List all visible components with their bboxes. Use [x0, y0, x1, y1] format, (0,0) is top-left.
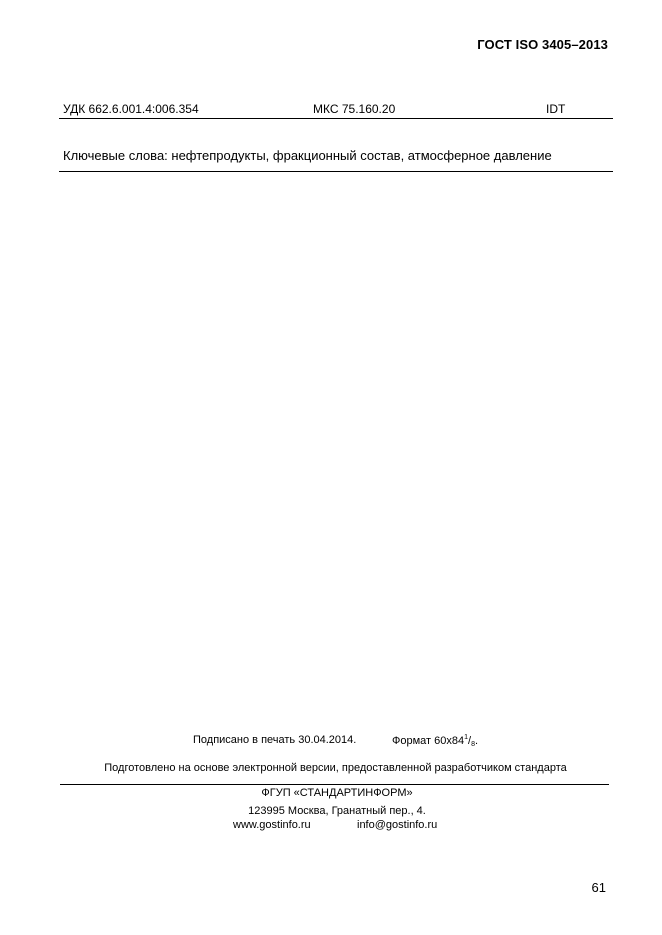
prepared-note: Подготовлено на основе электронной версии, предоставленной разработчиком стандарта: [104, 762, 567, 774]
publisher-website[interactable]: www.gostinfo.ru: [233, 819, 311, 831]
standard-number: ГОСТ ISO 3405–2013: [477, 37, 608, 52]
page-number: 61: [591, 880, 606, 895]
publisher-address: 123995 Москва, Гранатный пер., 4.: [248, 805, 426, 817]
idt-label: IDT: [546, 102, 566, 116]
print-format: Формат $60х84^1/_8$.: [392, 734, 479, 748]
format-denominator: 8: [471, 741, 475, 748]
signed-date: Подписано в печать 30.04.2014.: [193, 734, 357, 746]
format-numerator: 1: [464, 734, 469, 741]
keywords-text: Ключевые слова: нефтепродукты, фракционный состав, атмосферное давление: [63, 148, 552, 163]
classification-row: [59, 101, 613, 119]
publisher-name: ФГУП «СТАНДАРТИНФОРМ»: [261, 787, 413, 799]
divider-line: [60, 784, 609, 785]
publisher-email[interactable]: info@gostinfo.ru: [357, 819, 438, 831]
mks-code: МКС 75.160.20: [313, 102, 396, 116]
keywords-row: [59, 147, 613, 172]
format-prefix: Формат 60х84: [392, 735, 465, 747]
udk-code: УДК 662.6.001.4:006.354: [63, 102, 199, 116]
format-suffix: .: [474, 735, 479, 747]
